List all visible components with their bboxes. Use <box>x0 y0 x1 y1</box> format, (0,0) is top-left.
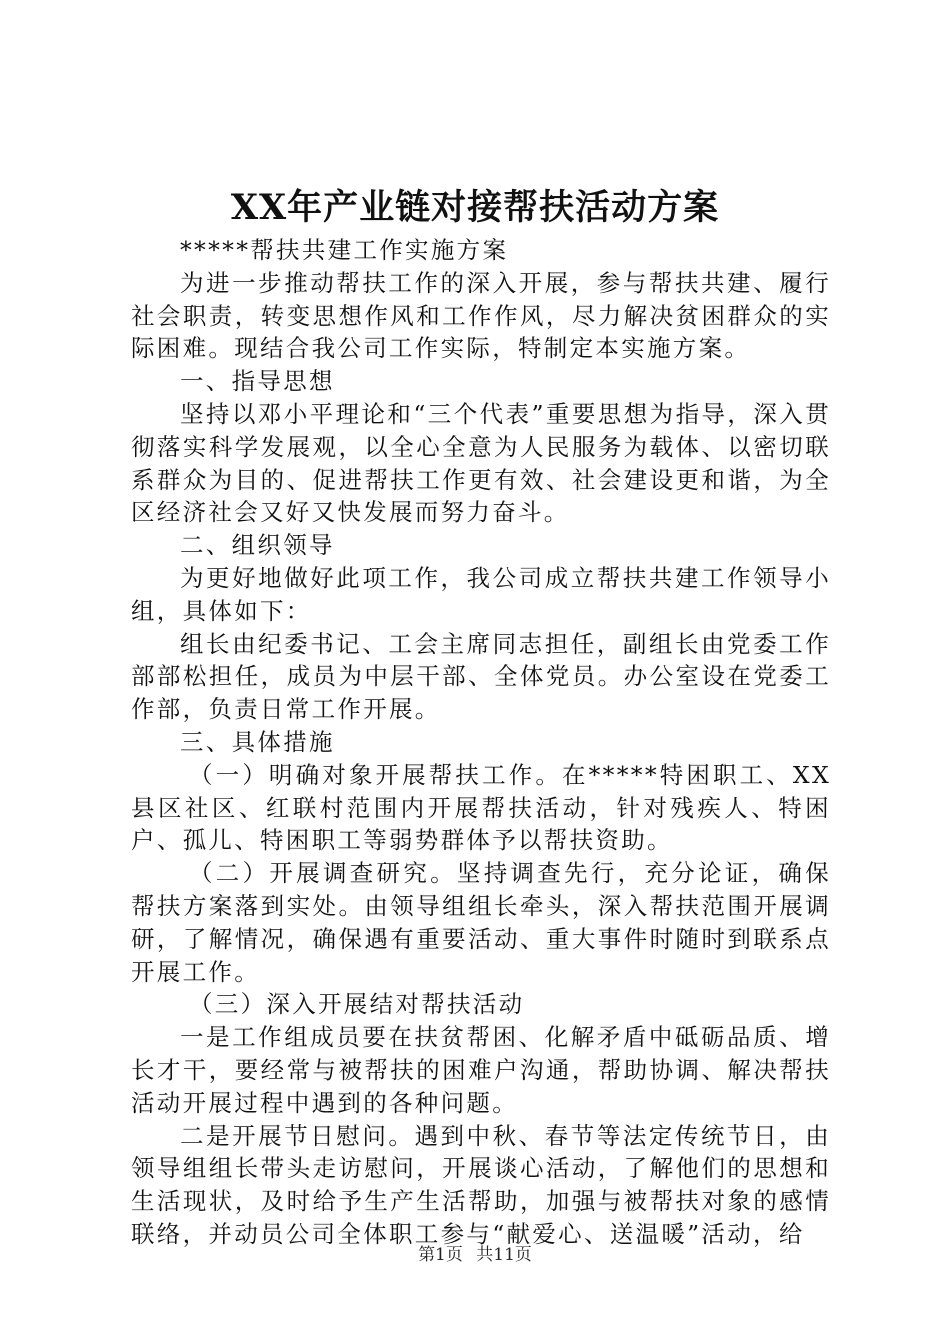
total-pages: 共11页 <box>476 1245 532 1265</box>
paragraph-measure-1: （一）明确对象开展帮扶工作。在*****特困职工、XX县区社区、红联村范围内开展帮扶活动，针对残疾人、特困户、孤儿、特困职工等弱势群体予以帮扶资助。 <box>131 760 831 855</box>
page-footer <box>0 1243 950 1267</box>
paragraph-measure-3: （三）深入开展结对帮扶活动 <box>189 990 525 1019</box>
paragraph-organization: 为更好地做好此项工作，我公司成立帮扶共建工作领导小组，具体如下： <box>131 563 831 625</box>
paragraph-subtitle: *****帮扶共建工作实施方案 <box>180 236 509 264</box>
paragraph-point-1: 一是工作组成员要在扶贫帮困、化解矛盾中砥砺品质、增长才干，要经常与被帮扶的困难户沟通，帮助协调、解决帮扶活动开展过程中遇到的各种问题。 <box>131 1023 831 1117</box>
document-body <box>131 234 831 1251</box>
heading-organization: 二、组织领导 <box>180 531 335 560</box>
heading-guiding-ideology: 一、指导思想 <box>180 367 335 396</box>
paragraph-guiding-ideology: 坚持以邓小平理论和“三个代表”重要思想为指导，深入贯彻落实科学发展观，以全心全意为人民服务为载体、以密切联系群众为目的、促进帮扶工作更有效、社会建设更和谐，为全区经济社会又好又快发展而努力奋斗。 <box>131 399 831 527</box>
paragraph-leadership: 组长由纪委书记、工会主席同志担任，副组长由党委工作部部松担任，成员为中层干部、全体党员。办公室设在党委工作部，负责日常工作开展。 <box>131 629 831 724</box>
heading-measures: 三、具体措施 <box>180 727 335 756</box>
page-number: 第1页 <box>418 1245 463 1265</box>
paragraph-intro: 为进一步推动帮扶工作的深入开展，参与帮扶共建、履行社会职责，转变思想作风和工作作风，尽力解决贫困群众的实际困难。现结合我公司工作实际，特制定本实施方案。 <box>131 268 831 363</box>
paragraph-point-2: 二是开展节日慰问。遇到中秋、春节等法定传统节日，由领导组组长带头走访慰问，开展谈心活动，了解他们的思想和生活现状，及时给予生产生活帮助，加强与被帮扶对象的感情联络，并动员公司全体职工参与“献爱心、送温暖”活动，给 <box>131 1121 831 1248</box>
paragraph-measure-2: （二）开展调查研究。坚持调查先行，充分论证，确保帮扶方案落到实处。由领导组组长牵头，深入帮扶范围开展调研，了解情况，确保遇有重要活动、重大事件时随时到联系点开展工作。 <box>131 859 831 986</box>
document-title: XX年产业链对接帮扶活动方案 <box>230 187 720 228</box>
